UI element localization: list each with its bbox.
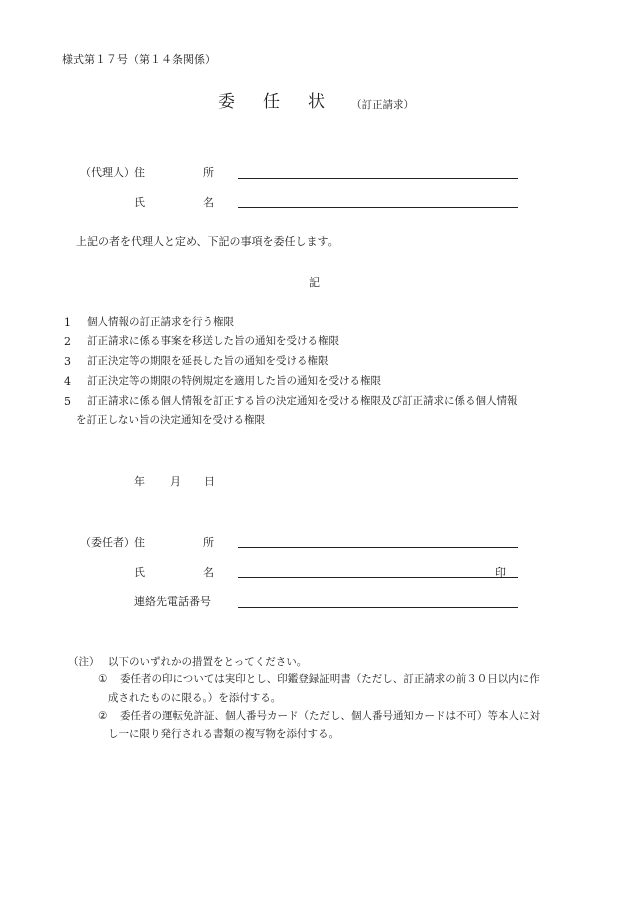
item-number: 2 bbox=[64, 335, 71, 348]
document-title bbox=[218, 92, 325, 112]
agent-name-label-2: 名 bbox=[203, 196, 214, 209]
note-text: 委任者の印については実印とし、印鑑登録証明書（ただし、訂正請求の前３０日以内に作 bbox=[120, 673, 540, 685]
principal-phone-field[interactable] bbox=[238, 607, 518, 608]
title-subtitle: （訂正請求） bbox=[351, 99, 414, 111]
agent-address-label-1: 住 bbox=[134, 166, 145, 179]
item-number: 4 bbox=[64, 375, 71, 388]
agent-role-label: （代理人） bbox=[80, 166, 135, 179]
note-intro: 以下のいずれかの措置をとってください。 bbox=[108, 656, 308, 668]
note-heading: （注） bbox=[68, 656, 100, 668]
form-number: 様式第１７号（第１４条関係） bbox=[62, 53, 216, 66]
principal-address-label-1: 住 bbox=[134, 536, 145, 549]
principal-phone-label: 連絡先電話番号 bbox=[134, 595, 211, 608]
principal-name-label-1: 氏 bbox=[134, 566, 145, 579]
title-char-3: 状 bbox=[308, 92, 325, 112]
item-number: 1 bbox=[64, 316, 71, 329]
principal-name-label-2: 名 bbox=[203, 566, 214, 579]
intro-text: 上記の者を代理人と定め、下記の事項を委任します。 bbox=[76, 235, 339, 248]
ki-heading: 記 bbox=[309, 276, 320, 289]
note-marker: ① bbox=[98, 673, 108, 685]
item-text: 訂正決定等の期限の特例規定を適用した旨の通知を受ける権限 bbox=[87, 375, 381, 387]
item-text: 訂正請求に係る事案を移送した旨の通知を受ける権限 bbox=[87, 335, 339, 347]
agent-name-label-1: 氏 bbox=[134, 196, 145, 209]
item-text: 訂正決定等の期限を延長した旨の通知を受ける権限 bbox=[87, 355, 329, 367]
item-text-continued: を訂正しない旨の決定通知を受ける権限 bbox=[76, 414, 265, 426]
agent-name-field[interactable] bbox=[238, 207, 518, 208]
principal-address-field[interactable] bbox=[238, 547, 518, 548]
principal-role-label: （委任者） bbox=[80, 536, 135, 549]
item-text: 訂正請求に係る個人情報を訂正する旨の決定通知を受ける権限及び訂正請求に係る個人情報 bbox=[87, 395, 518, 407]
date-year-label: 年 bbox=[134, 475, 145, 488]
note-marker: ② bbox=[98, 710, 108, 722]
title-char-1: 委 bbox=[218, 92, 235, 112]
seal-mark: 印 bbox=[495, 566, 506, 579]
principal-address-label-2: 所 bbox=[203, 536, 214, 549]
title-char-2: 任 bbox=[263, 92, 280, 112]
agent-address-label-2: 所 bbox=[203, 166, 214, 179]
date-month-label: 月 bbox=[170, 475, 181, 488]
date-day-label: 日 bbox=[204, 475, 215, 488]
note-text: 委任者の運転免許証、個人番号カード（ただし、個人番号通知カードは不可）等本人に対 bbox=[120, 710, 540, 722]
item-number: 5 bbox=[64, 395, 71, 408]
item-text: 個人情報の訂正請求を行う権限 bbox=[87, 316, 234, 328]
note-text-continued: 成されたものに限る。）を添付する。 bbox=[108, 692, 282, 704]
note-text-continued: し一に限り発行される書類の複写物を添付する。 bbox=[108, 728, 339, 740]
agent-address-field[interactable] bbox=[238, 178, 518, 179]
principal-name-field[interactable] bbox=[238, 577, 518, 578]
item-number: 3 bbox=[64, 355, 71, 368]
